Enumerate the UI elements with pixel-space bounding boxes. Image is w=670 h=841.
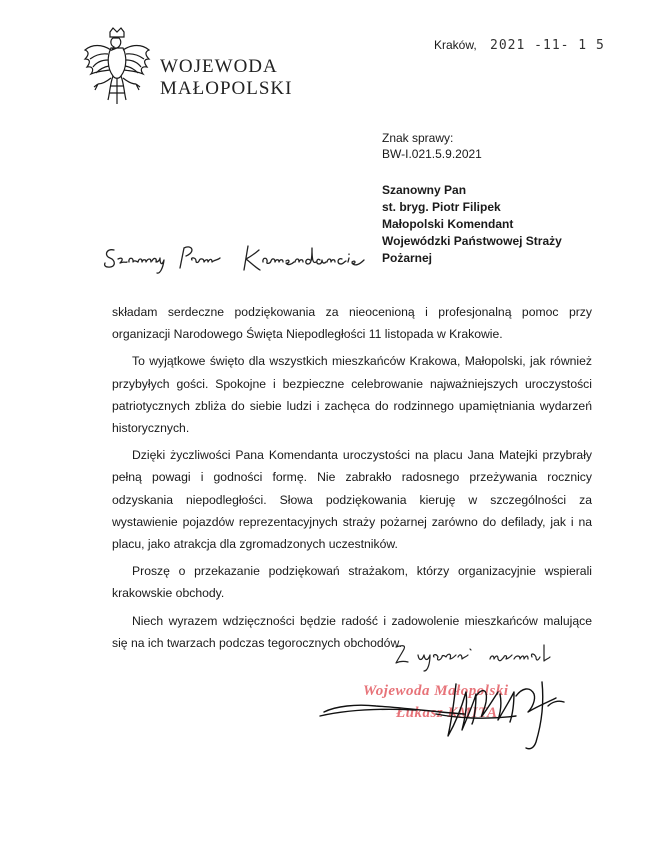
place: Kraków, — [434, 38, 477, 52]
addressee-line4: Wojewódzki Państwowej Straży — [382, 234, 562, 248]
body-paragraph-2: To wyjątkowe święto dla wszystkich mieszkańców Krakowa, Małopolski, jak również przybyłych gości. Spokojne i bezpieczne celebrowanie najważniejszych uroczystości patriotycznych zbliża do siebie ludzi i zachęca do rodzinnego upamiętniania wydarzeń historycznych. — [112, 354, 592, 436]
addressee-line5: Pożarnej — [382, 251, 433, 265]
eagle-emblem-icon — [80, 26, 154, 110]
stamp-line2: Łukasz KMITA — [396, 705, 498, 721]
handwritten-closing — [392, 641, 562, 673]
body-paragraph-5: Niech wyrazem wdzięczności będzie radość i zadowolenie mieszkańców malujące się na ich twarzach podczas tegorocznych obchodów. — [112, 613, 592, 650]
place-and-date — [434, 38, 605, 53]
office-name — [160, 56, 292, 100]
signature-icon — [316, 672, 576, 752]
case-ref-number: BW-I.021.5.9.2021 — [382, 147, 482, 161]
letter-body — [112, 301, 592, 659]
handwritten-salutation — [100, 240, 372, 280]
addressee-line3: Małopolski Komendant — [382, 217, 514, 231]
office-name-line1: WOJEWODA — [160, 56, 278, 77]
body-paragraph-3: Dzięki życzliwości Pana Komendanta uroczystości na placu Jana Matejki przybrały pełną powagi i godności formę. Nie zabrakło radosnego przeżywania rocznicy odzyskania niepodległości. Słowa podziękowania kieruję w szczególności za wystawienie pojazdów reprezentacyjnych straży pożarnej zarówno do defilady, jak i na placu, jako atrakcja dla zgromadzonych uczestników. — [112, 448, 592, 552]
body-paragraph-4: Proszę o przekazanie podziękowań strażakom, którzy organizacyjnie wspierali krakowskie obchody. — [112, 564, 592, 601]
body-paragraph-1: składam serdeczne podziękowania za nieocenioną i profesjonalną pomoc przy organizacji Narodowego Święta Niepodległości 11 listopada w Krakowie. — [112, 305, 592, 342]
addressee-block — [382, 182, 562, 267]
case-ref-label: Znak sprawy: — [382, 131, 454, 145]
stamp-line1: Wojewoda Małopolski — [363, 683, 509, 699]
case-reference — [382, 130, 482, 162]
date-stamp: 2021 -11- 1 5 — [490, 38, 605, 53]
addressee-line2: st. bryg. Piotr Filipek — [382, 200, 501, 214]
office-name-line2: MAŁOPOLSKI — [160, 78, 293, 99]
addressee-line1: Szanowny Pan — [382, 183, 467, 197]
